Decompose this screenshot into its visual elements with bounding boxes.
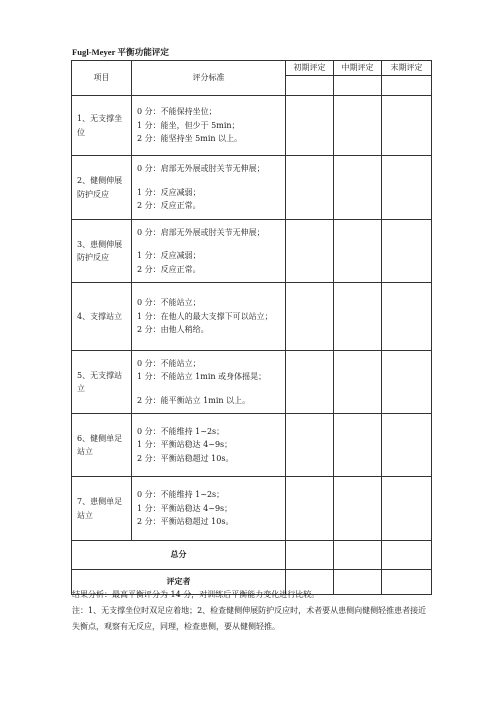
score-cell-middle[interactable] bbox=[334, 96, 382, 156]
criteria-line: 0 分：不能站立； bbox=[137, 358, 201, 368]
header-criteria: 评分标准 bbox=[132, 61, 286, 96]
criteria-line: 0 分：不能保持坐位； bbox=[137, 107, 217, 117]
score-cell-final[interactable] bbox=[382, 477, 432, 541]
criteria-line: 2 分：能坚持坐 5min 以上。 bbox=[137, 134, 243, 144]
criteria-line: 0 分：肩部无外展或肘关节无伸展； bbox=[137, 164, 265, 174]
criteria-cell bbox=[132, 477, 286, 541]
remarks: 注：1、无支撑坐位时双足应着地；2、检查健侧伸展防护反应时，术者要从患侧向健侧轻推患者接近失衡点，观察有无反应，同理，检查患侧，要从健侧轻推。 bbox=[72, 606, 427, 631]
criteria-line: 0 分：不能站立； bbox=[137, 298, 201, 308]
score-cell-empty[interactable] bbox=[382, 76, 432, 96]
table-row bbox=[72, 156, 432, 220]
score-cell-middle[interactable] bbox=[334, 414, 382, 477]
score-cell-initial[interactable] bbox=[286, 220, 334, 283]
item-cell: 7、患侧单足站立 bbox=[72, 477, 132, 541]
total-label: 总分 bbox=[72, 541, 286, 570]
criteria-cell bbox=[132, 414, 286, 477]
header-stage-final: 末期评定 bbox=[382, 61, 432, 76]
result-analysis: 结果分析：最高平衡评分为 14 分，对训练后平衡能力变化进行比较。 bbox=[72, 590, 320, 599]
criteria-line: 1 分：不能站立 1min 或身体摇晃； bbox=[137, 372, 267, 382]
criteria-line: 0 分：不能维持 1~2s； bbox=[137, 490, 225, 500]
score-cell-middle[interactable] bbox=[334, 351, 382, 414]
item-cell: 1、无支撑坐位 bbox=[72, 96, 132, 156]
notes-section bbox=[72, 587, 434, 635]
criteria-line: 0 分：肩部无外展或肘关节无伸展； bbox=[137, 227, 265, 237]
criteria-line: 0 分：不能维持 1~2s； bbox=[137, 426, 225, 436]
score-cell-initial[interactable] bbox=[286, 96, 334, 156]
table-row bbox=[72, 283, 432, 351]
table-row bbox=[72, 414, 432, 477]
score-cell-middle[interactable] bbox=[334, 283, 382, 351]
criteria-cell bbox=[132, 96, 286, 156]
item-cell: 3、患侧伸展防护反应 bbox=[72, 220, 132, 283]
score-cell-final[interactable] bbox=[382, 156, 432, 220]
score-cell-initial[interactable] bbox=[286, 156, 334, 220]
item-cell: 5、无支撑站立 bbox=[72, 351, 132, 414]
header-stage-initial: 初期评定 bbox=[286, 61, 334, 76]
score-cell-middle[interactable] bbox=[334, 477, 382, 541]
criteria-cell bbox=[132, 156, 286, 220]
table-row bbox=[72, 477, 432, 541]
score-cell-final[interactable] bbox=[382, 283, 432, 351]
table-row bbox=[72, 96, 432, 156]
item-cell: 2、健侧伸展防护反应 bbox=[72, 156, 132, 220]
total-row bbox=[72, 541, 432, 570]
score-cell-final[interactable] bbox=[382, 351, 432, 414]
table-row bbox=[72, 351, 432, 414]
item-cell: 4、支撑站立 bbox=[72, 283, 132, 351]
criteria-line: 1 分：平衡站稳达 4~9s； bbox=[137, 503, 233, 513]
score-cell-initial[interactable] bbox=[286, 351, 334, 414]
criteria-line: 2 分：反应正常。 bbox=[137, 264, 201, 274]
criteria-line: 2 分：能平衡站立 1min 以上。 bbox=[137, 395, 251, 405]
criteria-line: 2 分：平衡站稳超过 10s。 bbox=[137, 517, 234, 527]
score-cell-middle[interactable] bbox=[334, 220, 382, 283]
score-cell-final[interactable] bbox=[382, 96, 432, 156]
header-item: 项目 bbox=[72, 61, 132, 96]
score-cell-initial[interactable] bbox=[286, 283, 334, 351]
score-cell-initial[interactable] bbox=[286, 477, 334, 541]
score-cell-empty[interactable] bbox=[334, 76, 382, 96]
item-cell: 6、健侧单足站立 bbox=[72, 414, 132, 477]
score-cell-final[interactable] bbox=[382, 414, 432, 477]
assessor-label: 评定者 bbox=[72, 570, 286, 595]
score-cell-final[interactable] bbox=[382, 220, 432, 283]
criteria-line: 1 分：平衡站稳达 4~9s； bbox=[137, 440, 233, 450]
criteria-line: 1 分：反应减弱； bbox=[137, 187, 201, 197]
criteria-line: 2 分：反应正常。 bbox=[137, 201, 201, 211]
criteria-cell bbox=[132, 220, 286, 283]
criteria-cell bbox=[132, 283, 286, 351]
score-cell-middle[interactable] bbox=[334, 156, 382, 220]
header-stage-middle: 中期评定 bbox=[334, 61, 382, 76]
criteria-cell bbox=[132, 351, 286, 414]
criteria-line: 1 分：反应减弱； bbox=[137, 251, 201, 261]
table-row bbox=[72, 220, 432, 283]
criteria-line: 2 分：平衡站稳超过 10s。 bbox=[137, 453, 234, 463]
balance-assessment-table bbox=[71, 60, 432, 595]
criteria-line: 1 分：能坐，但少于 5min； bbox=[137, 120, 240, 130]
total-cell-middle[interactable] bbox=[334, 541, 382, 570]
total-cell-initial[interactable] bbox=[286, 541, 334, 570]
total-cell-final[interactable] bbox=[382, 541, 432, 570]
score-cell-empty[interactable] bbox=[286, 76, 334, 96]
score-cell-initial[interactable] bbox=[286, 414, 334, 477]
page-title: Fugl-Meyer 平衡功能评定 bbox=[72, 47, 169, 57]
criteria-line: 1 分：在他人的最大支撑下可以站立； bbox=[137, 311, 273, 321]
criteria-line: 2 分：由他人稍给。 bbox=[137, 325, 209, 335]
